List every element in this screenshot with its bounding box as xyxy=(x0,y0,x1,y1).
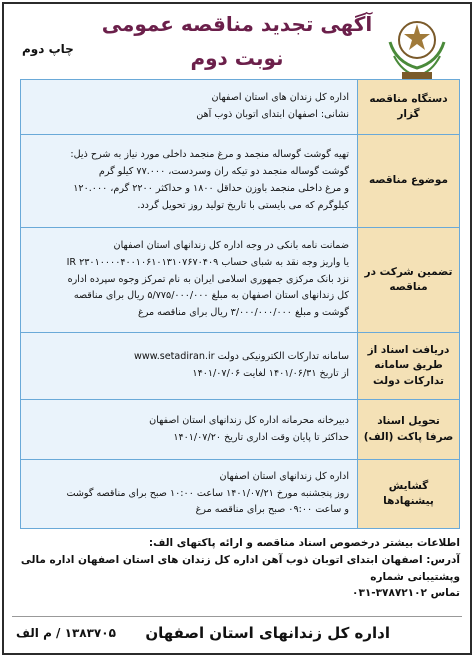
content-line: نزد بانک مرکزی جمهوری اسلامی ایران به نام تمرکز وجوه سپرده اداره xyxy=(67,273,349,285)
row-label: تضمین شرکت در مناقصه xyxy=(357,228,459,332)
table-row xyxy=(21,460,459,528)
notice-title: آگهی تجدید مناقصه عمومی xyxy=(101,12,373,36)
content-line: و مرغ داخلی منجمد باوزن حداقل ۱۸۰۰ و حداکثر ۲۲۰۰ گرم، ۱۲۰.۰۰۰ xyxy=(73,183,349,194)
content-line: گوشت و مبلغ ۳/۰۰۰/۰۰۰/۰۰۰ ریال برای مناقصه مرغ xyxy=(137,307,349,319)
table-row xyxy=(21,135,459,228)
content-line: ضمانت نامه بانکی در وجه اداره کل زندانهای استان اصفهان xyxy=(113,239,349,251)
content-line: از تاریخ ۱۴۰۱/۰۶/۳۱ لغایت ۱۴۰۱/۰۷/۰۶ xyxy=(192,368,349,379)
info-line: تماس ۳۷۸۷۲۱۰۲-۰۳۱ xyxy=(352,587,460,600)
row-label: دریافت اسناد از طریق سامانه تدارکات دولت xyxy=(357,333,459,399)
row-content xyxy=(21,228,357,332)
print-label: چاپ دوم xyxy=(22,42,74,56)
notice-code: ۱۳۸۳۷۰۵ / م الف xyxy=(16,626,116,640)
content-line: نشانی: اصفهان ابتدای اتوبان ذوب آهن xyxy=(196,109,349,120)
row-content xyxy=(21,400,357,459)
table-row xyxy=(21,80,459,135)
contact-info xyxy=(14,535,460,602)
row-content xyxy=(21,460,357,528)
row-content xyxy=(21,333,357,399)
row-label: دستگاه مناقصه گزار xyxy=(357,80,459,134)
content-line: و ساعت ۰۹:۰۰ صبح برای مناقصه مرغ xyxy=(195,504,349,516)
row-content xyxy=(21,135,357,227)
content-line: گوشت گوساله منجمد دو تیکه ران وسردست، ۷۷.۰۰۰ کیلو گرم xyxy=(98,166,349,178)
content-line: سامانه تدارکات الکترونیکی دولت www.setadiran.ir xyxy=(134,351,349,363)
content-line: روز پنجشنبه مورخ ۱۴۰۱/۰۷/۲۱ ساعت ۱۰:۰۰ صبح برای مناقصه گوشت xyxy=(66,487,349,499)
notice-subtitle: نوبت دوم xyxy=(190,46,284,70)
content-line: اداره کل زندانهای استان اصفهان xyxy=(219,470,349,482)
content-line: اداره کل زندان های استان اصفهان xyxy=(211,92,349,104)
row-label: موضوع مناقصه xyxy=(357,135,459,227)
row-content xyxy=(21,80,357,134)
row-label: تحویل اسناد صرفا پاکت (الف) xyxy=(357,400,459,459)
table-row xyxy=(21,333,459,400)
organization-name: اداره کل زندانهای استان اصفهان xyxy=(145,624,390,642)
info-line: آدرس: اصفهان ابتدای اتوبان ذوب آهن اداره کل زندان های استان اصفهان اداره مالی وپشتیبانی شماره xyxy=(20,553,460,583)
table-row xyxy=(21,228,459,333)
content-line: کل زندانهای استان اصفهان به مبلغ ۵/۷۷۵/۰۰۰/۰۰۰ ریال برای مناقصه xyxy=(73,290,349,302)
tender-details-table xyxy=(20,79,460,529)
info-line: اطلاعات بیشتر درخصوص اسناد مناقصه و ارائه پاکتهای الف: xyxy=(148,537,460,549)
notice-frame xyxy=(2,2,472,655)
content-line: دبیرخانه محرمانه اداره کل زندانهای استان اصفهان xyxy=(149,414,349,426)
content-line: کیلوگرم که می بایستی با تاریخ تولید روز تحویل گردد. xyxy=(137,199,349,211)
content-line: یا واریز وجه نقد به شبای حساب IR ۲۳۰۱۰۰۰۰۴۰۰۱۰۶۱۰۱۳۱۰۷۶۷۰۴۰۹ xyxy=(66,256,349,268)
content-line: تهیه گوشت گوساله منجمد و مرغ منجمد داخلی مورد نیاز به شرح ذیل: xyxy=(70,149,349,161)
footer-divider xyxy=(12,616,462,617)
row-label: گشایش پیشنهادها xyxy=(357,460,459,528)
table-row xyxy=(21,400,459,460)
content-line: حداکثر تا پایان وقت اداری تاریخ ۱۴۰۱/۰۷/۲۰ xyxy=(173,431,349,443)
